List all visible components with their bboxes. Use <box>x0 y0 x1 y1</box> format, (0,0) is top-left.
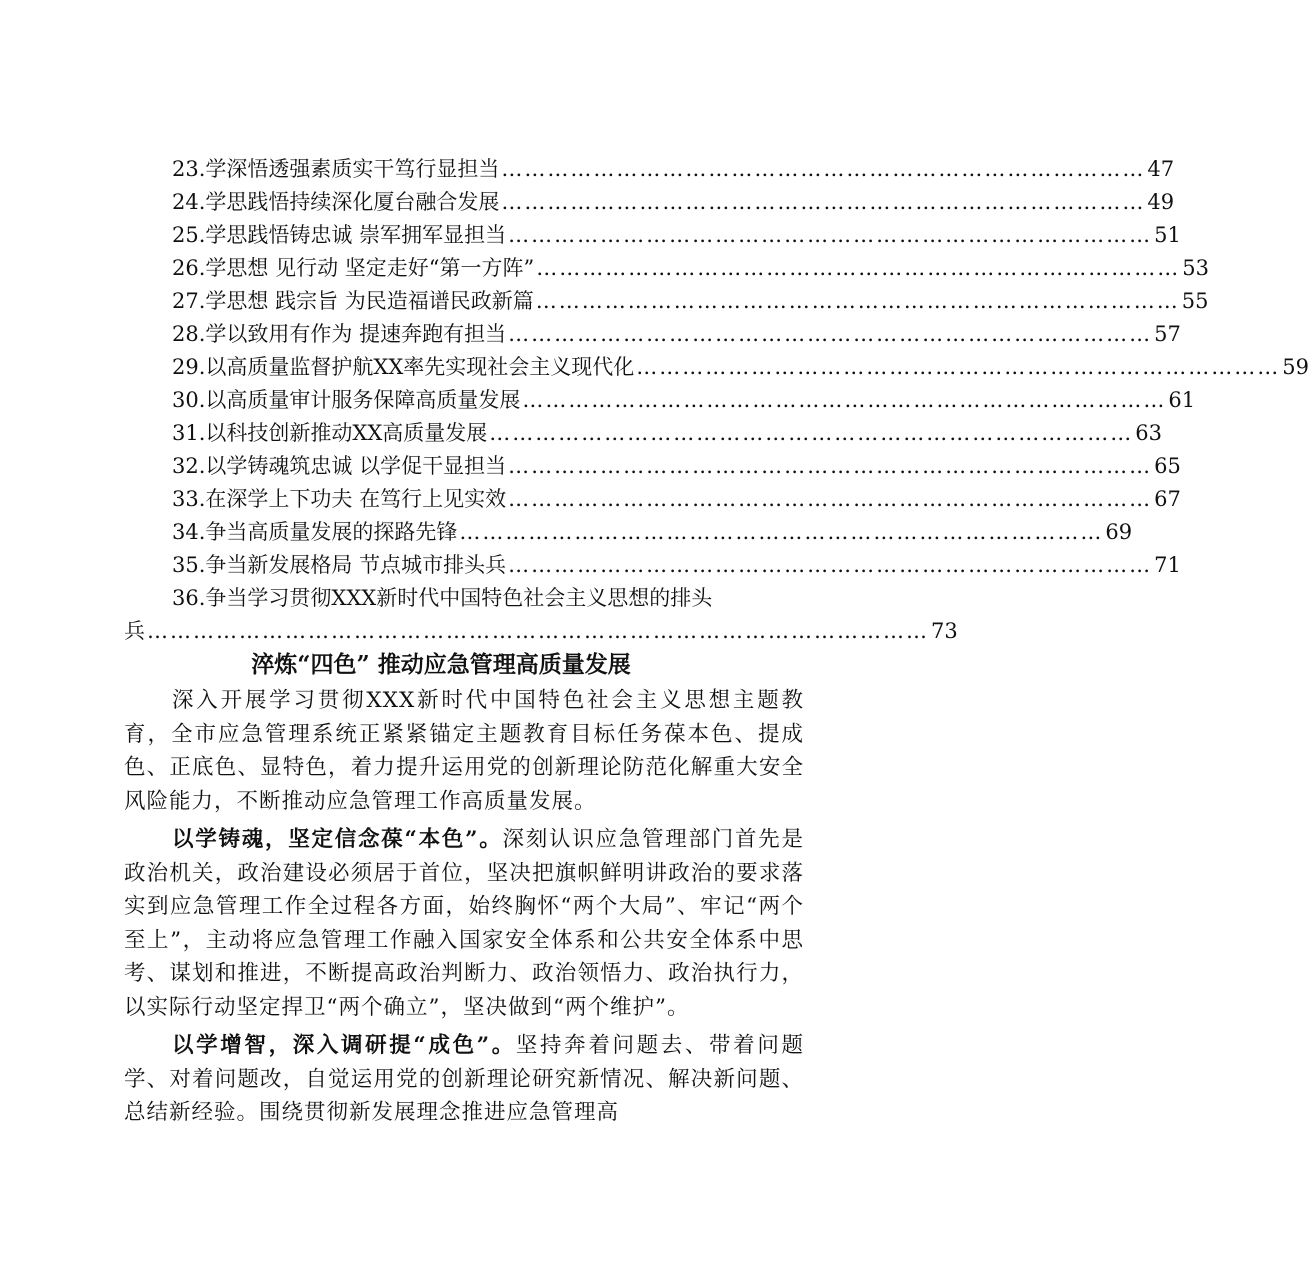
toc-page-number: 67 <box>1154 487 1181 511</box>
toc-entry-title: 27.学思想 践宗旨 为民造福谱民政新篇 <box>172 289 534 313</box>
toc-entry-title: 34.争当高质量发展的探路先锋 <box>172 520 458 544</box>
toc-leader-dots: ………………………………………………………………………… <box>501 190 1146 214</box>
toc-entry-title: 31.以科技创新推动XX高质量发展 <box>172 421 488 445</box>
toc-page-number: 71 <box>1154 553 1181 577</box>
toc-entry[interactable] <box>124 186 1175 219</box>
toc-leader-dots: ………………………………………………………………………… <box>508 553 1153 577</box>
toc-entry-title: 25.学思践悟铸忠诚 崇军拥军显担当 <box>172 223 507 247</box>
toc-entry[interactable] <box>124 285 1209 318</box>
toc-entry[interactable] <box>124 582 758 615</box>
toc-entry-title: 30.以高质量审计服务保障高质量发展 <box>172 388 521 412</box>
toc-entry-title: 32.以学铸魂筑忠诚 以学促干显担当 <box>172 454 507 478</box>
paragraph-lead: 以学增智，深入调研提“成色”。 <box>172 1033 516 1058</box>
paragraph <box>124 823 804 1024</box>
toc-entry[interactable] <box>124 351 1309 384</box>
toc-leader-dots: ………………………………………………………………………… <box>489 421 1134 445</box>
toc-page-number: 69 <box>1105 520 1133 544</box>
toc-page-number: 49 <box>1147 190 1175 214</box>
paragraph-text: 坚持奔着问题去、带着问题学、对着问题改，自觉运用党的创新理论研究新情况、解决新问题、总结新经验。围绕贯彻新发展理念推进应急管理高 <box>124 1033 804 1125</box>
toc-entry-title: 23.学深悟透强素质实干笃行显担当 <box>172 157 500 181</box>
toc-entry-title: 24.学思践悟持续深化厦台融合发展 <box>172 190 500 214</box>
toc-leader-dots: ………………………………………………………………………… <box>508 322 1153 346</box>
toc-entry[interactable] <box>124 483 1181 516</box>
toc-entry-title: 兵 <box>124 619 145 643</box>
paragraph-lead: 以学铸魂，坚定信念葆“本色”。 <box>172 827 503 852</box>
toc-entry-title: 29.以高质量监督护航XX率先实现社会主义现代化 <box>172 355 635 379</box>
toc-page-number: 55 <box>1181 289 1209 313</box>
toc-leader-dots: ………………………………………………………………………… <box>459 520 1104 544</box>
toc-entry-title: 36.争当学习贯彻XXX新时代中国特色社会主义思想的排头 <box>172 586 713 610</box>
toc-entry-title: 35.争当新发展格局 节点城市排头兵 <box>172 553 507 577</box>
toc-leader-dots: ………………………………………………………………………… <box>501 157 1146 181</box>
paragraph <box>124 1029 804 1130</box>
toc-entry[interactable] <box>124 450 1181 483</box>
toc-entry[interactable] <box>124 153 1175 186</box>
paragraph-text: 深入开展学习贯彻XXX新时代中国特色社会主义思想主题教育，全市应急管理系统正紧紧锚定主题教育目标任务葆本色、提成色、正底色、显特色，着力提升运用党的创新理论防范化解重大安全风险能力，不断推动应急管理工作高质量发展。 <box>124 688 804 814</box>
toc-leader-dots: ………………………………………………………………………… <box>522 388 1167 412</box>
toc-leader-dots: ………………………………………………………………………… <box>535 289 1180 313</box>
toc-page-number: 59 <box>1282 355 1309 379</box>
toc-leader-dots: ………………………………………………………………………………………… <box>147 619 929 643</box>
table-of-contents <box>124 153 1309 648</box>
toc-leader-dots: ………………………………………………………………………… <box>508 223 1153 247</box>
toc-entry-continuation[interactable] <box>124 615 958 648</box>
toc-page-number: 63 <box>1135 421 1163 445</box>
toc-entry-title: 26.学思想 见行动 坚定走好“第一方阵” <box>172 256 535 280</box>
paragraph <box>124 684 804 818</box>
toc-entry[interactable] <box>124 516 1133 549</box>
toc-entry[interactable] <box>124 318 1181 351</box>
toc-entry-title: 28.学以致用有作为 提速奔跑有担当 <box>172 322 507 346</box>
toc-page-number: 53 <box>1182 256 1209 280</box>
toc-leader-dots: ………………………………………………………………………… <box>536 256 1181 280</box>
paragraph-text: 深刻认识应急管理部门首先是政治机关，政治建设必须居于首位，坚决把旗帜鲜明讲政治的要求落实到应急管理工作全过程各方面，始终胸怀“两个大局”、牢记“两个至上”，主动将应急管理工作融入国家安全体系和公共安全体系中思考、谋划和推进，不断提高政治判断力、政治领悟力、政治执行力，以实际行动坚定捍卫“两个确立”，坚决做到“两个维护”。 <box>124 827 804 1020</box>
article-title: 淬炼“四色” 推动应急管理高质量发展 <box>251 651 631 678</box>
toc-entry[interactable] <box>124 549 1181 582</box>
toc-page-number: 47 <box>1147 157 1175 181</box>
toc-entry[interactable] <box>124 252 1209 285</box>
toc-entry[interactable] <box>124 417 1163 450</box>
toc-page-number: 73 <box>931 619 958 643</box>
toc-entry-title: 33.在深学上下功夫 在笃行上见实效 <box>172 487 507 511</box>
article-body <box>124 684 804 1135</box>
toc-entry[interactable] <box>124 219 1181 252</box>
toc-leader-dots: ………………………………………………………………………… <box>508 487 1153 511</box>
toc-page-number: 51 <box>1154 223 1181 247</box>
toc-page-number: 57 <box>1154 322 1181 346</box>
toc-entry[interactable] <box>124 384 1196 417</box>
toc-page-number: 65 <box>1154 454 1181 478</box>
toc-leader-dots: ………………………………………………………………………… <box>508 454 1153 478</box>
toc-page-number: 61 <box>1168 388 1196 412</box>
toc-leader-dots: ………………………………………………………………………… <box>636 355 1281 379</box>
